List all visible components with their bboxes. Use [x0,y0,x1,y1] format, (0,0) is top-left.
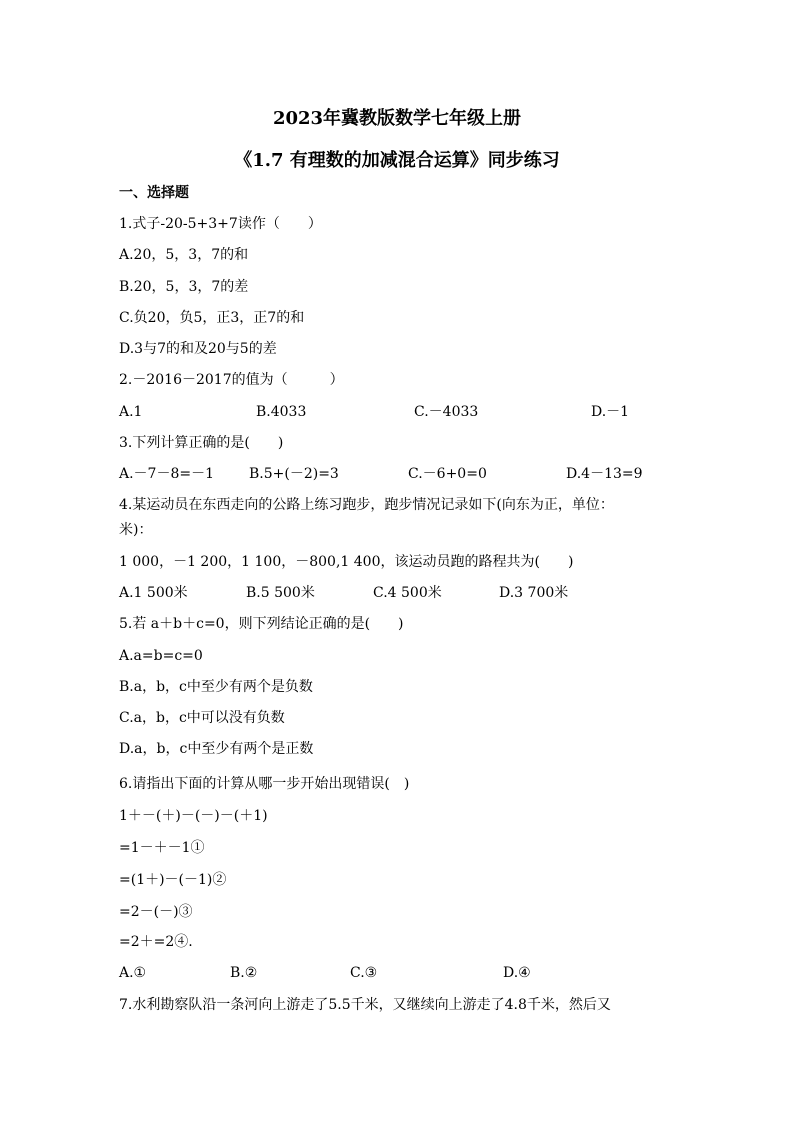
q3-stem: 3.下列计算正确的是( ) [119,435,284,451]
q3-option-b: B.5+(－2)=3 [249,466,339,482]
doc-title: 2023年冀教版数学七年级上册 [272,108,522,129]
q2-stem: 2.－2016－2017的值为（ ） [119,372,344,388]
q6-step-0: 1＋－(＋)－(－)－(＋1) [119,808,268,824]
q1-option-c: C.负20，负5，正3，正7的和 [119,310,305,326]
q1-option-a: A.20，5，3，7的和 [119,247,249,263]
q6-step-1: =1－＋－1① [119,840,205,856]
q6-option-a: A.① [119,965,147,981]
q4-option-a: A.1 500米 [119,585,188,601]
q6-option-c: C.③ [350,965,378,981]
q6-option-d: D.④ [503,965,531,981]
q6-step-3: =2－(－)③ [119,904,193,920]
q2-option-c: C.－4033 [414,404,479,420]
q2-option-d: D.－1 [591,404,630,420]
q1-option-d: D.3与7的和及20与5的差 [119,341,277,357]
section-heading: 一、选择题 [119,185,189,201]
q2-option-b: B.4033 [256,404,307,420]
q7-stem: 7.水利勘察队沿一条河向上游走了5.5千米，又继续向上游走了4.8千米，然后又 [119,997,611,1013]
q4-stem-line2: 米)： [119,522,153,538]
q2-option-a: A.1 [119,404,143,420]
q5-option-b: B.a，b，c中至少有两个是负数 [119,679,313,695]
q5-option-c: C.a，b，c中可以没有负数 [119,710,285,726]
q4-option-d: D.3 700米 [499,585,569,601]
q4-option-b: B.5 500米 [246,585,315,601]
q6-step-4: =2＋=2④. [119,934,193,950]
q3-option-c: C.－6+0=0 [408,466,487,482]
q6-step-2: =(1＋)－(－1)② [119,872,227,888]
q5-stem: 5.若 a＋b＋c=0，则下列结论正确的是( ) [119,616,404,632]
q1-stem: 1.式子-20-5+3+7读作（ ） [119,216,322,232]
q5-option-a: A.a=b=c=0 [119,648,203,664]
q4-option-c: C.4 500米 [373,585,442,601]
q6-option-b: B.② [230,965,258,981]
q3-option-d: D.4－13=9 [566,466,643,482]
q3-option-a: A.－7－8=－1 [119,466,215,482]
q5-option-d: D.a，b，c中至少有两个是正数 [119,741,314,757]
q4-stem-line3: 1 000，－1 200，1 100，－800,1 400，该运动员跑的路程共为( ) [119,554,574,570]
q4-stem-line1: 4.某运动员在东西走向的公路上练习跑步，跑步情况记录如下(向东为正，单位： [119,497,614,513]
q1-option-b: B.20，5，3，7的差 [119,279,249,295]
q6-stem: 6.请指出下面的计算从哪一步开始出现错误( ) [119,776,410,792]
doc-subtitle: 《1.7 有理数的加减混合运算》同步练习 [234,150,560,171]
